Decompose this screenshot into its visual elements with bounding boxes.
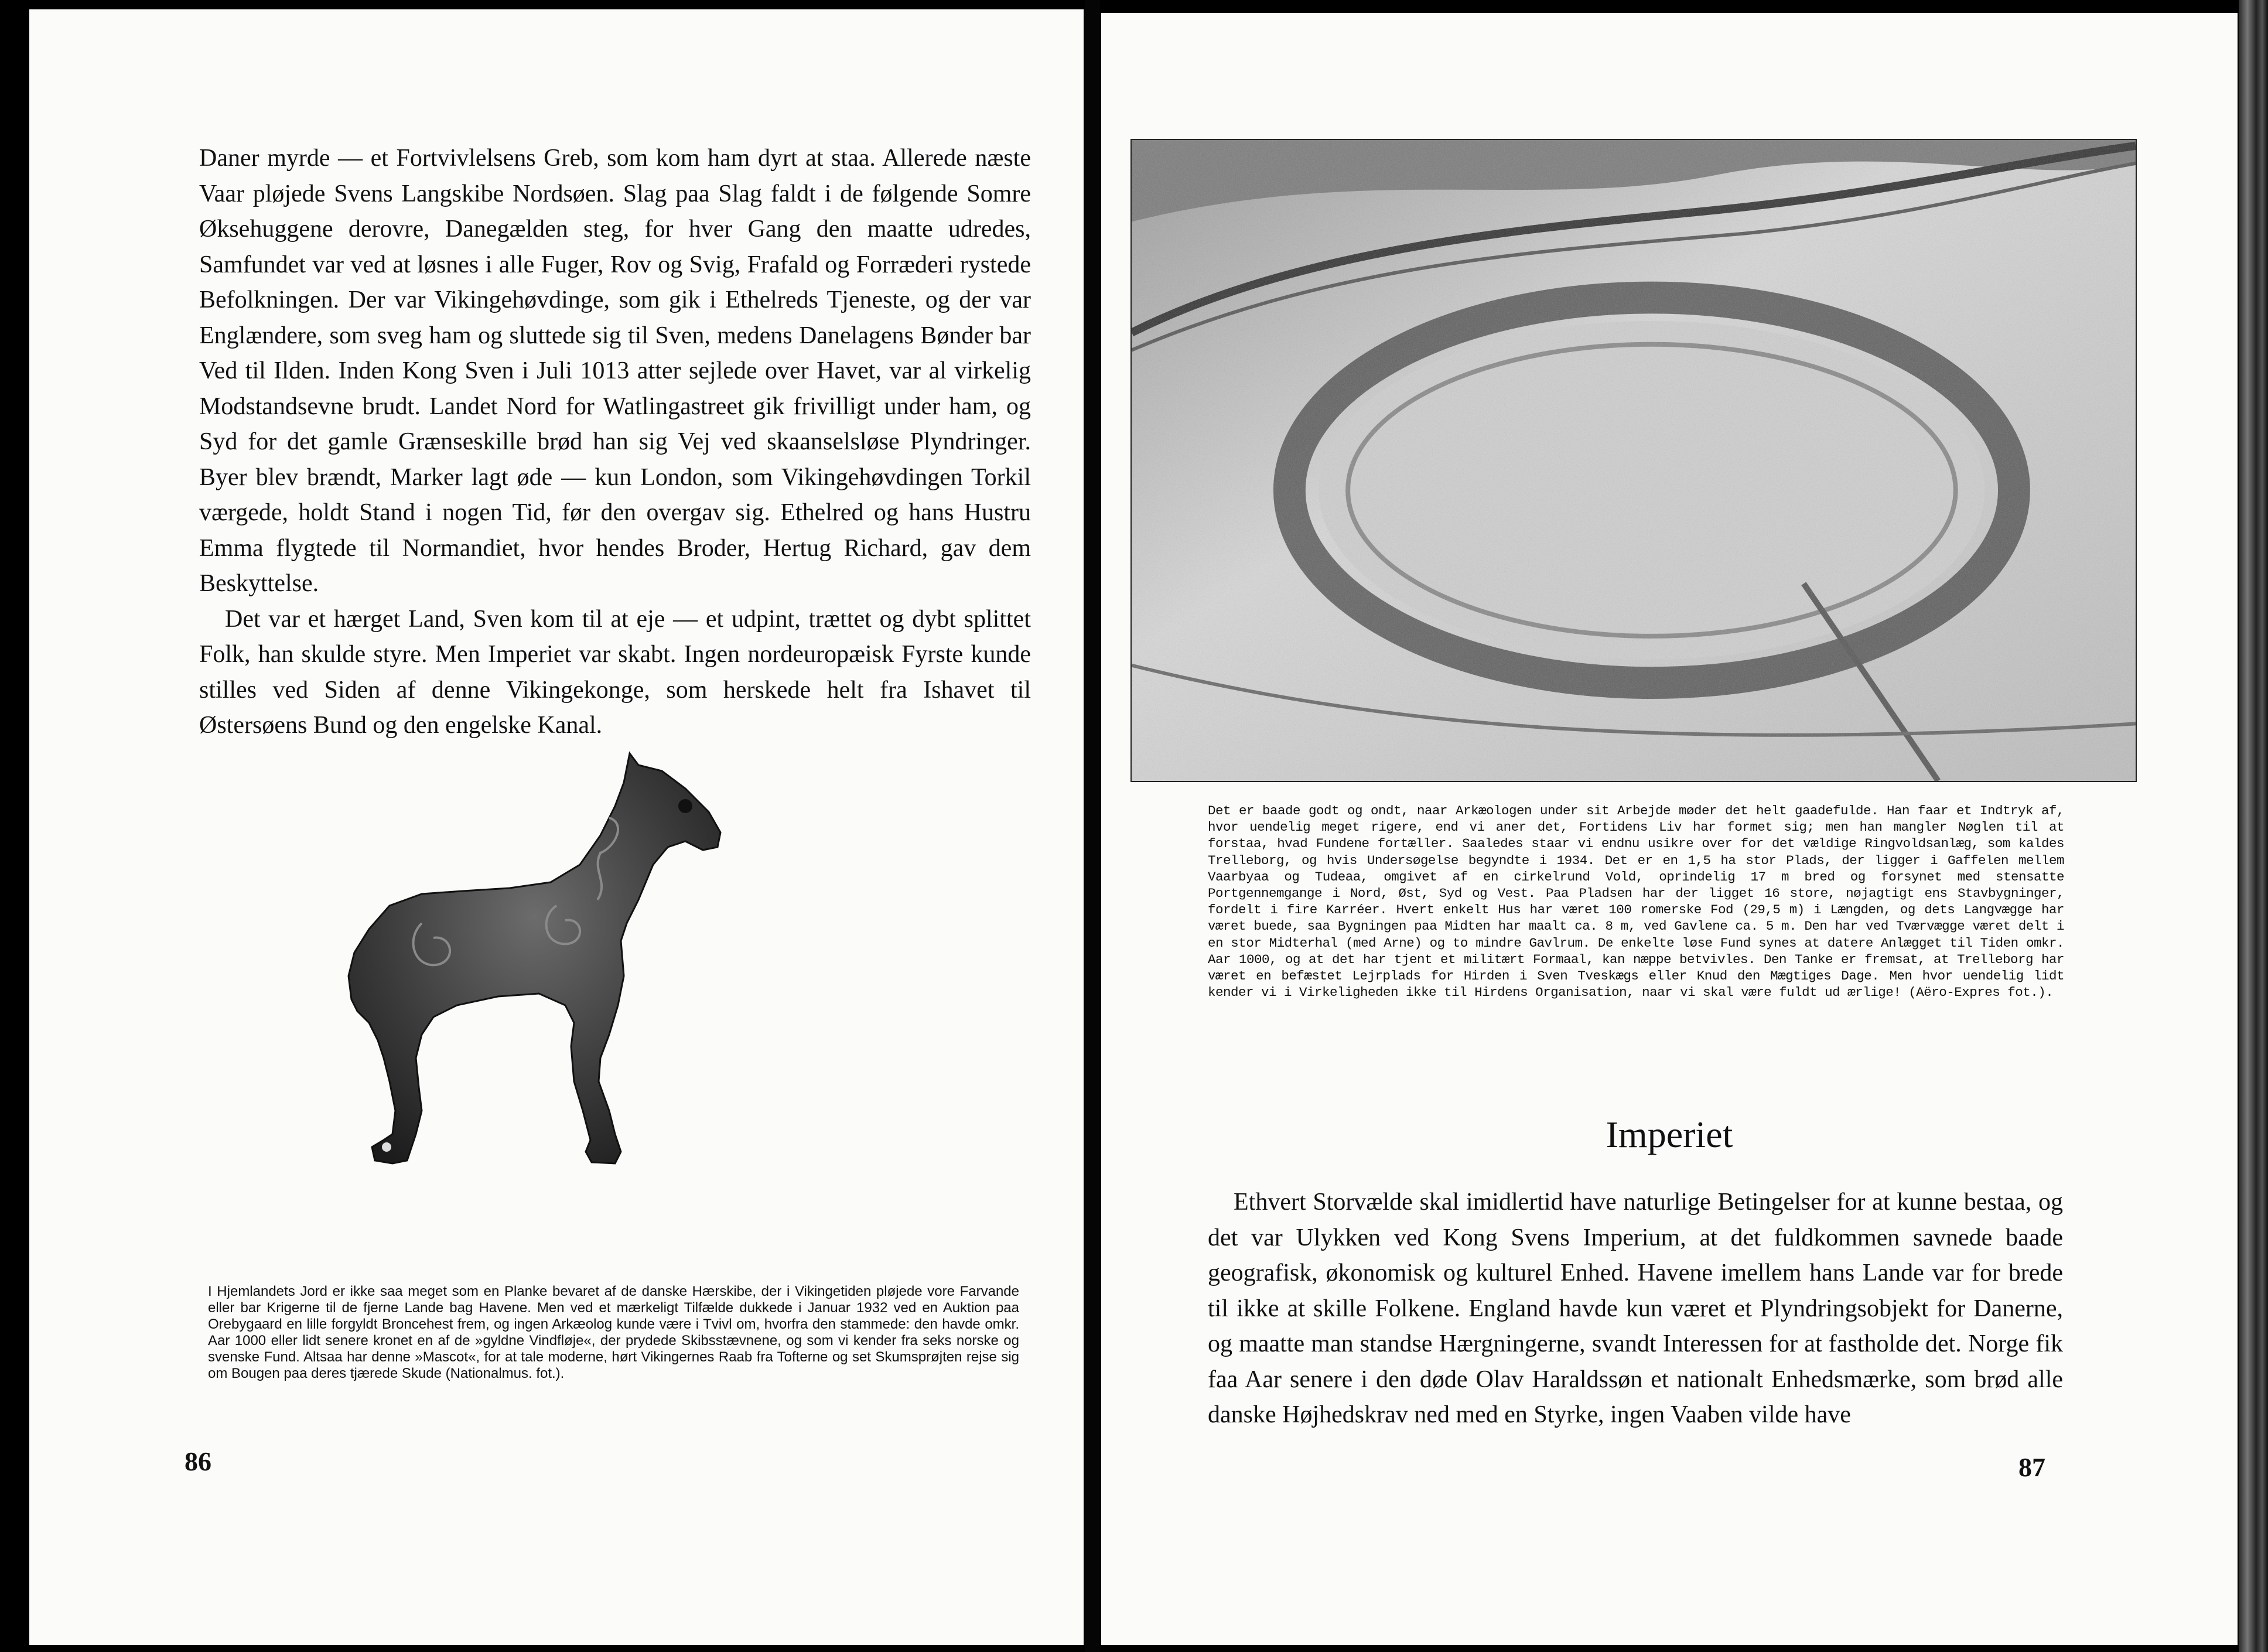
bronze-horse-figure xyxy=(334,730,791,1245)
right-figure-caption: Det er baade godt og ondt, naar Arkæologen under sit Arbejde møder det helt gaadefulde. Han faar et Indtryk af, hvor uendelig meget rigere, end vi aner det, Fortidens Liv har formet sig; men han mangler Nøglen til at forstaa, hvad Fundene fortæller. Saaledes staar vi endnu usikre over for det vældige Ringvoldsanlæg, som kaldes Trelleborg, og hvis Undersøgelse begyndte i 1934. Det er en 1,5 ha stor Plads, der ligger i Gaffelen mellem Vaarbyaa og Tudeaa, omgivet af en cirkelrund Vold, oprindelig 17 m bred og forsynet med stensatte Portgennemgange i Nord, Øst, Syd og Vest. Paa Pladsen har der ligget 16 store, nøjagtigt ens Stavbygninger, fordelt i fire Karréer. Hvert enkelt Hus har været 100 romerske Fod (29,5 m) i Længden, og dets Langvægge har været buede, saa Bygningen paa Midten har maalt ca. 8 m, ved Gavlene ca. 5 m. Den har ved Tværvægge været delt i en stor Midterhal (med Arne) og to mindre Gavlrum. De enkelte løse Fund synes at datere Anlægget til Tiden omkr. Aar 1000, og at det har tjent et militært Formaal, kan næppe betvivles. Den Tanke er fremsat, at Trelleborg har været en befæstet Lejrplads for Hirden i Sven Tveskægs eller Knud den Mægtiges Dage. Men hvor uendelig lidt kender vi i Virkeligheden ikke til Hirdens Organisation, naar vi skal være fuldt ud ærlige! (Aëro-Expres fot.). xyxy=(1208,803,2064,1001)
page-number-left: 86 xyxy=(185,1446,211,1476)
right-page xyxy=(1101,13,2238,1645)
section-heading: Imperiet xyxy=(1606,1114,1733,1155)
right-body-text xyxy=(1208,1185,2063,1433)
aerial-ring-fortress-photo xyxy=(1130,139,2137,782)
left-paragraph-1: Daner myrde — et Fortvivlelsens Greb, som kom ham dyrt at staa. Allerede næste Vaar pløjede Svens Langskibe Nordsøen. Slag paa Slag faldt i de følgende Somre Øksehuggene derovre, Danegælden steg, for hver Gang den maatte udredes, Samfundet var ved at løsnes i alle Fuger, Rov og Svig, Frafald og Forræderi rystede Befolkningen. Der var Vikingehøvdinge, som gik i Ethelreds Tjeneste, og der var Englændere, som sveg ham og sluttede sig til Sven, medens Danelagens Bønder bar Ved til Ilden. Inden Kong Sven i Juli 1013 atter sejlede over Havet, var al virkelig Modstandsevne brudt. Landet Nord for Watlingastreet gik frivilligt under ham, og Syd for det gamle Grænseskille brød han sig Vej ved skaanselsløse Plyndringer. Byer blev brændt, Marker lagt øde — kun London, som Vikingehøvdingen Torkil værgede, holdt Stand i nogen Tid, før den overgav sig. Ethelred og hans Hustru Emma flygtede til Normandiet, hvor hendes Broder, Hertug Richard, gav dem Beskyttelse. xyxy=(199,145,1031,597)
left-body-text xyxy=(199,141,1031,743)
book-edge xyxy=(2239,0,2268,1652)
book-gutter xyxy=(1085,0,1100,1652)
left-figure-caption: I Hjemlandets Jord er ikke saa meget som en Planke bevaret af de danske Hærskibe, der i Vikingetiden pløjede vore Farvande eller bar Krigerne til de fjerne Lande bag Havene. Men ved et mærkeligt Tilfælde dukkede i Januar 1932 ved en Auktion paa Orebygaard en lille forgyldt Broncehest frem, og ingen Arkæolog kunde være i Tvivl om, hvorfra den stammede: den havde omkr. Aar 1000 eller lidt senere kronet en af de »gyldne Vindfløje«, der prydede Skibsstævnene, og som vi kender fra seks norske og svenske Fund. Altsaa har denne »Mascot«, for at tale moderne, hørt Vikingernes Raab fra Tofterne og set Skumsprøjten rejse sig om Bougen paa deres tjærede Skude (Nationalmus. fot.). xyxy=(208,1284,1019,1381)
left-page xyxy=(29,9,1084,1645)
page-number-right: 87 xyxy=(2018,1452,2045,1482)
left-paragraph-2: Det var et hærget Land, Sven kom til at eje — et udpint, trættet og dybt splittet Folk, han skulde styre. Men Imperiet var skabt. Ingen nordeuropæisk Fyrste kunde stilles ved Siden af denne Vikingekonge, som herskede helt fra Ishavet til Østersøens Bund og den engelske Kanal. xyxy=(199,605,1031,739)
right-paragraph: Ethvert Storvælde skal imidlertid have naturlige Betingelser for at kunne bestaa, og det var Ulykken ved Kong Svens Imperium, at det fuldkommen savnede baade geografisk, økonomisk og kulturel Enhed. Havene imellem hans Lande var for brede til ikke at skille Folkene. England havde kun været et Plyndringsobjekt for Danerne, og maatte man standse Hærgningerne, svandt Interessen for at fastholde det. Norge fik faa Aar senere i den døde Olav Haraldssøn et nationalt Enhedsmærke, som brød alle danske Højhedskrav ned med en Styrke, ingen Vaaben vilde have xyxy=(1208,1189,2063,1428)
